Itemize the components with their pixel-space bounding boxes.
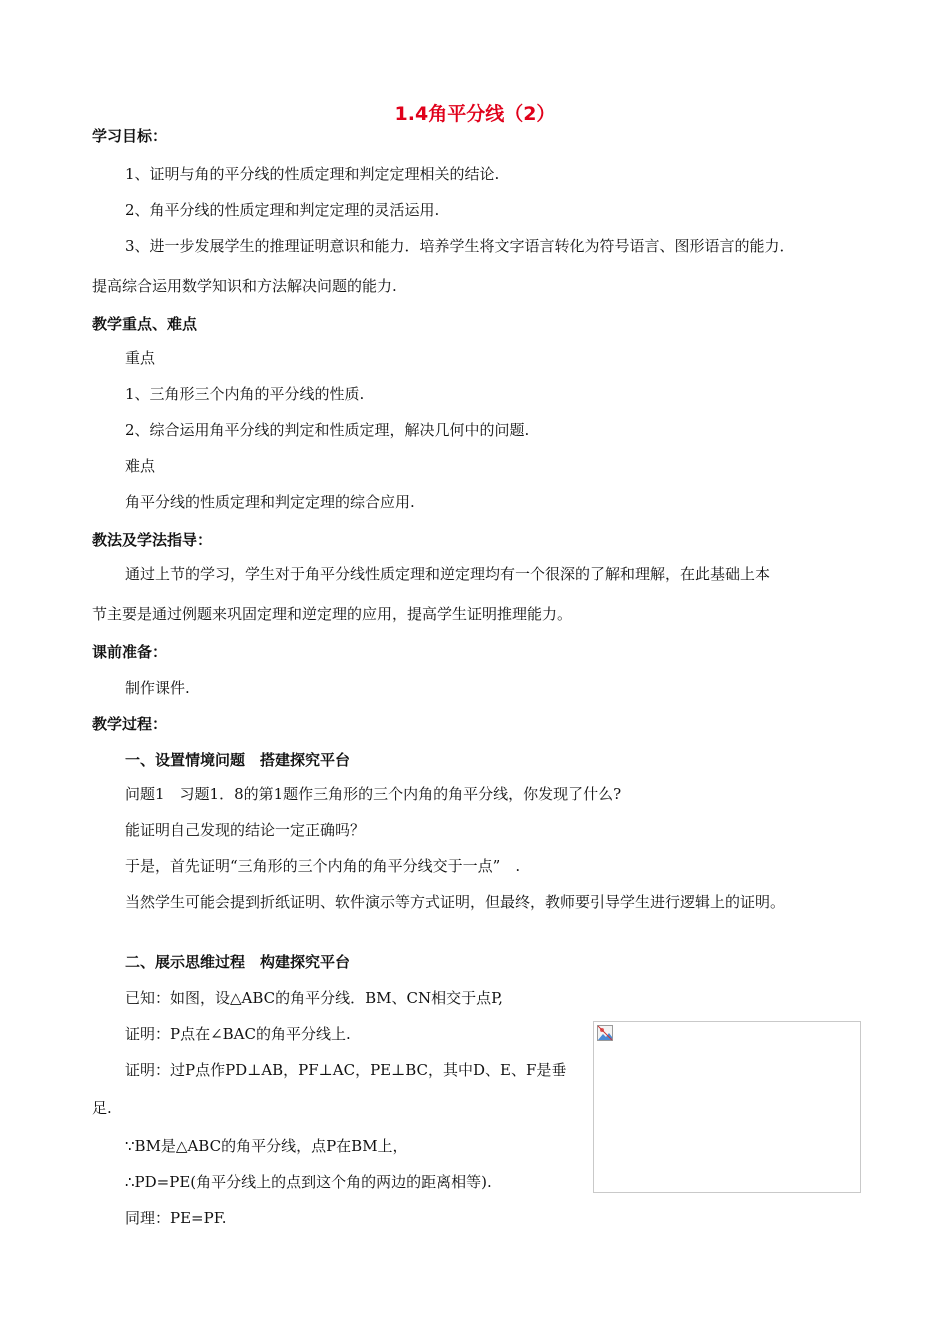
part2-line: ∵BM是△ABC的角平分线，点P在BM上， xyxy=(125,1137,408,1155)
part2-line: 足. xyxy=(92,1099,112,1117)
process-heading: 教学过程： xyxy=(92,715,168,733)
objective-item: 3、进一步发展学生的推理证明意识和能力．培养学生将文字语言转化为符号语言、图形语言的能力． xyxy=(125,237,795,255)
part2-line: 证明：P点在∠BAC的角平分线上. xyxy=(125,1025,351,1043)
difficulty-label: 难点 xyxy=(125,457,156,475)
part1-line: 于是，首先证明“三角形的三个内角的角平分线交于一点” . xyxy=(125,857,521,875)
difficulty-text: 角平分线的性质定理和判定定理的综合应用. xyxy=(125,493,415,511)
focus-item: 1、三角形三个内角的平分线的性质. xyxy=(125,385,365,403)
part1-heading: 一、设置情境问题 搭建探究平台 xyxy=(125,751,351,769)
page-title: 1.4角平分线（2） xyxy=(394,103,556,125)
objective-item: 1、证明与角的平分线的性质定理和判定定理相关的结论. xyxy=(125,165,500,183)
part1-line: 当然学生可能会提到折纸证明、软件演示等方式证明，但最终，教师要引导学生进行逻辑上的证明。 xyxy=(125,893,786,911)
methods-text: 节主要是通过例题来巩固定理和逆定理的应用，提高学生证明推理能力。 xyxy=(92,605,573,623)
part2-line: ∴PD=PE(角平分线上的点到这个角的两边的距离相等). xyxy=(125,1173,492,1191)
broken-image-icon xyxy=(597,1025,613,1041)
part2-line: 同理：PE=PF. xyxy=(125,1209,227,1227)
preparation-heading: 课前准备： xyxy=(92,643,168,661)
part2-line: 已知：如图，设△ABC的角平分线．BM、CN相交于点P, xyxy=(125,989,503,1007)
part2-heading: 二、展示思维过程 构建探究平台 xyxy=(125,953,351,971)
preparation-text: 制作课件. xyxy=(125,679,190,697)
methods-text: 通过上节的学习，学生对于角平分线性质定理和逆定理均有一个很深的了解和理解，在此基础上本 xyxy=(125,565,771,583)
objective-item: 2、角平分线的性质定理和判定定理的灵活运用. xyxy=(125,201,440,219)
part1-line: 能证明自己发现的结论一定正确吗？ xyxy=(125,821,366,839)
objectives-heading: 学习目标： xyxy=(92,127,168,145)
focus-item: 2、综合运用角平分线的判定和性质定理，解决几何中的问题. xyxy=(125,421,530,439)
part2-line: 证明：过P点作PD⊥AB，PF⊥AC，PE⊥BC，其中D、E、F是垂 xyxy=(125,1061,567,1079)
key-points-heading: 教学重点、难点 xyxy=(92,315,198,333)
part1-line: 问题1 习题1．8的第1题作三角形的三个内角的角平分线，你发现了什么? xyxy=(125,785,622,803)
methods-heading: 教法及学法指导： xyxy=(92,531,213,549)
objective-item: 提高综合运用数学知识和方法解决问题的能力. xyxy=(92,277,397,295)
focus-label: 重点 xyxy=(125,349,156,367)
figure-placeholder xyxy=(593,1021,861,1193)
